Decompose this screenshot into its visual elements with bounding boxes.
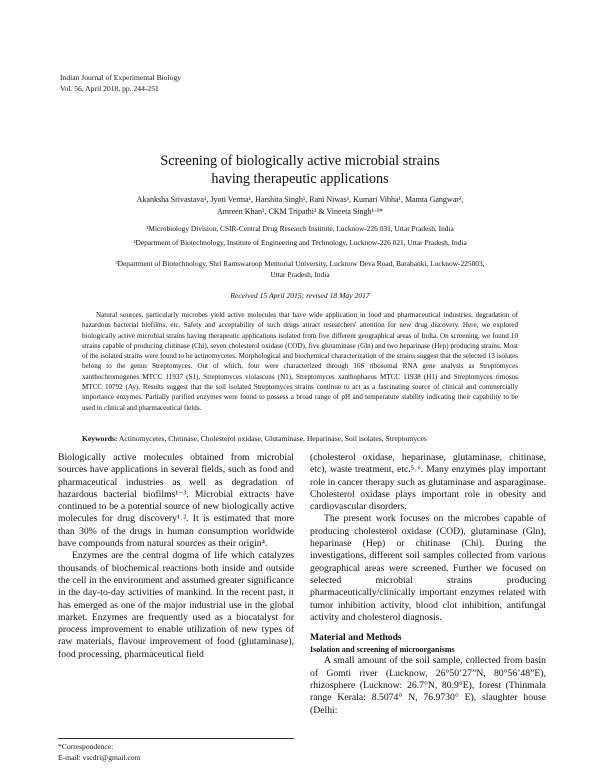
affiliation-1: ¹Microbiology Division, CSIR-Central Drug Research Institute, Lucknow-226 031, Uttar Pradesh, India: [146, 224, 454, 233]
journal-name: Indian Journal of Experimental Biology: [60, 73, 182, 82]
journal-volume: Vol. 56, April 2018, pp. 244-251: [60, 84, 159, 93]
authors-line-1: Akanksha Srivastava¹, Jyoti Verma¹, Harshita Singh¹, Rani Niwas¹, Kumari Vibha¹, Mamta Gangwar²,: [136, 195, 464, 204]
subsection-heading-isolation: Isolation and screening of microorganisms: [310, 645, 455, 655]
abstract: Natural sources, particularly microbes yield active molecules that have wide application in food and pharmaceutical industries, degradation of hazardous bacterial biofilms, etc. Safety and acceptability of such drugs attract researchers' attention for new drug discovery. Here, we explored biologically active microbial strains having therapeutic applications isolated from five different geographical areas of India. On screening, we found 10 strains capable of producing chitinase (Chi), seven cholesterol oxidase (COD), five glutaminase (Gln) and two heparinase (Hep) producing strains. Most of the isolated strains were found to be actinomycetes. Morphological and biochemical characterization of the strains suggest that the selected 13 isolates belong to the genus Streptomyces. Out of which, four were characterized through 16S ribosomal RNA gene analysis as Streptomyces xanthochromogenes MTCC 11937 (S1), Streptomyces violascens (N1), Streptomyces xanthophaeus MTCC 11938 (H1) and Streptomyces rimosus MTCC 10792 (Ay). Results suggest that the soil isolated Streptomyces strains continue to act as a fascinating source of clinical and commercially importance enzymes. Partially purified enzymes were found to possess a broad range of pH and temperature stability indicating their capability to be used in clinical and pharmaceutical fields.: [82, 311, 518, 412]
footnote-email: E-mail: vscdri@gmail.com: [58, 753, 141, 762]
right-column: [310, 452, 546, 717]
methods-paragraph-1: A small amount of the soil sample, collected from basin of Gomti river (Lucknow, 26°50’27”N, 80°56’48”E), rhizosphere (Lucknow: 26.7°N, 80.9°E), forest (Thinmala range Kerala: 8.5074° N, 76.9730° E), slaughter house (Delhi:: [310, 655, 546, 716]
left-column: [58, 452, 294, 661]
intro-paragraph-3: (cholesterol oxidase, heparinase, glutaminase, chitinase, etc), waste treatment, etc.⁵˒⁶. Many enzymes play important role in cancer therapy such as glutaminase and asparaginase. Cholesterol oxidase plays important role in obesity and cardiovascular disorders.: [310, 452, 546, 513]
title-line-2: having therapeutic applications: [211, 171, 389, 187]
intro-paragraph-2: Enzymes are the central dogma of life which catalyzes thousands of biochemical reactions both inside and outside the cell in the environment and assumed greater significance in the day-to-day activities of mankind. In the recent past, it has emerged as one of the major industrial use in the global market. Enzymes are frequently used as a biocatalyst for process improvement to enable utilization of new types of raw materials, flavour improvement of food (glutaminase), food processing, pharmaceutical field: [58, 550, 294, 660]
correspondence-footnote: [58, 738, 294, 763]
journal-header: [60, 72, 181, 94]
keywords: [82, 434, 518, 444]
affiliation-2: ²Department of Biotechnology, Institute of Engineering and Technology, Lucknow-226 021, Uttar Pradesh, India: [133, 238, 467, 247]
author-list: [110, 194, 490, 218]
intro-paragraph-1: Biologically active molecules obtained from microbial sources have applications in several fields, such as food and pharmaceutical industries as well as degradation of hazardous bacterial biofilms¹⁻³. Microbial extracts have continued to be a potential source of new biologically active molecules for drug discovery¹˒². It is estimated that more than 30% of the drugs in human consumption worldwide have compounds from natural sources as their origin⁴.: [58, 452, 294, 550]
paper-title: [0, 152, 600, 188]
keywords-label: Keywords:: [82, 434, 118, 443]
footnote-label: *Correspondence:: [58, 742, 114, 751]
affiliation-3: ³Department of Biotechnology, Shri Ramswaroop Memorial University, Lucknow Deva Road, Barabanki, Lucknow-225003, Uttar Pradesh, India: [115, 259, 485, 279]
keywords-text: Actinomycetes, Chitinase, Cholesterol oxidase, Glutaminase, Heparinase, Soil isolates, Streptomyces: [118, 434, 427, 443]
section-heading-methods: Material and Methods: [310, 632, 402, 644]
intro-paragraph-4: The present work focuses on the microbes capable of producing cholesterol oxidase (COD), glutaminase (Gln), heparinase (Hep) or chitinase (Chi). During the investigations, different soil samples collected from various geographical areas were screened. Further we focused on selected microbial strains producing pharmaceutically/clinically important enzymes related with tumor inhibition activity, blood clot inhibition, antifungal activity and cholesterol diagnosis.: [310, 513, 546, 623]
received-dates: Received 15 April 2015; revised 18 May 2017: [230, 291, 370, 300]
authors-line-2: Amreen Khan³, CKM Tripathi³ & Vineeta Singh¹·²*: [216, 207, 384, 216]
title-line-1: Screening of biologically active microbial strains: [160, 153, 440, 169]
